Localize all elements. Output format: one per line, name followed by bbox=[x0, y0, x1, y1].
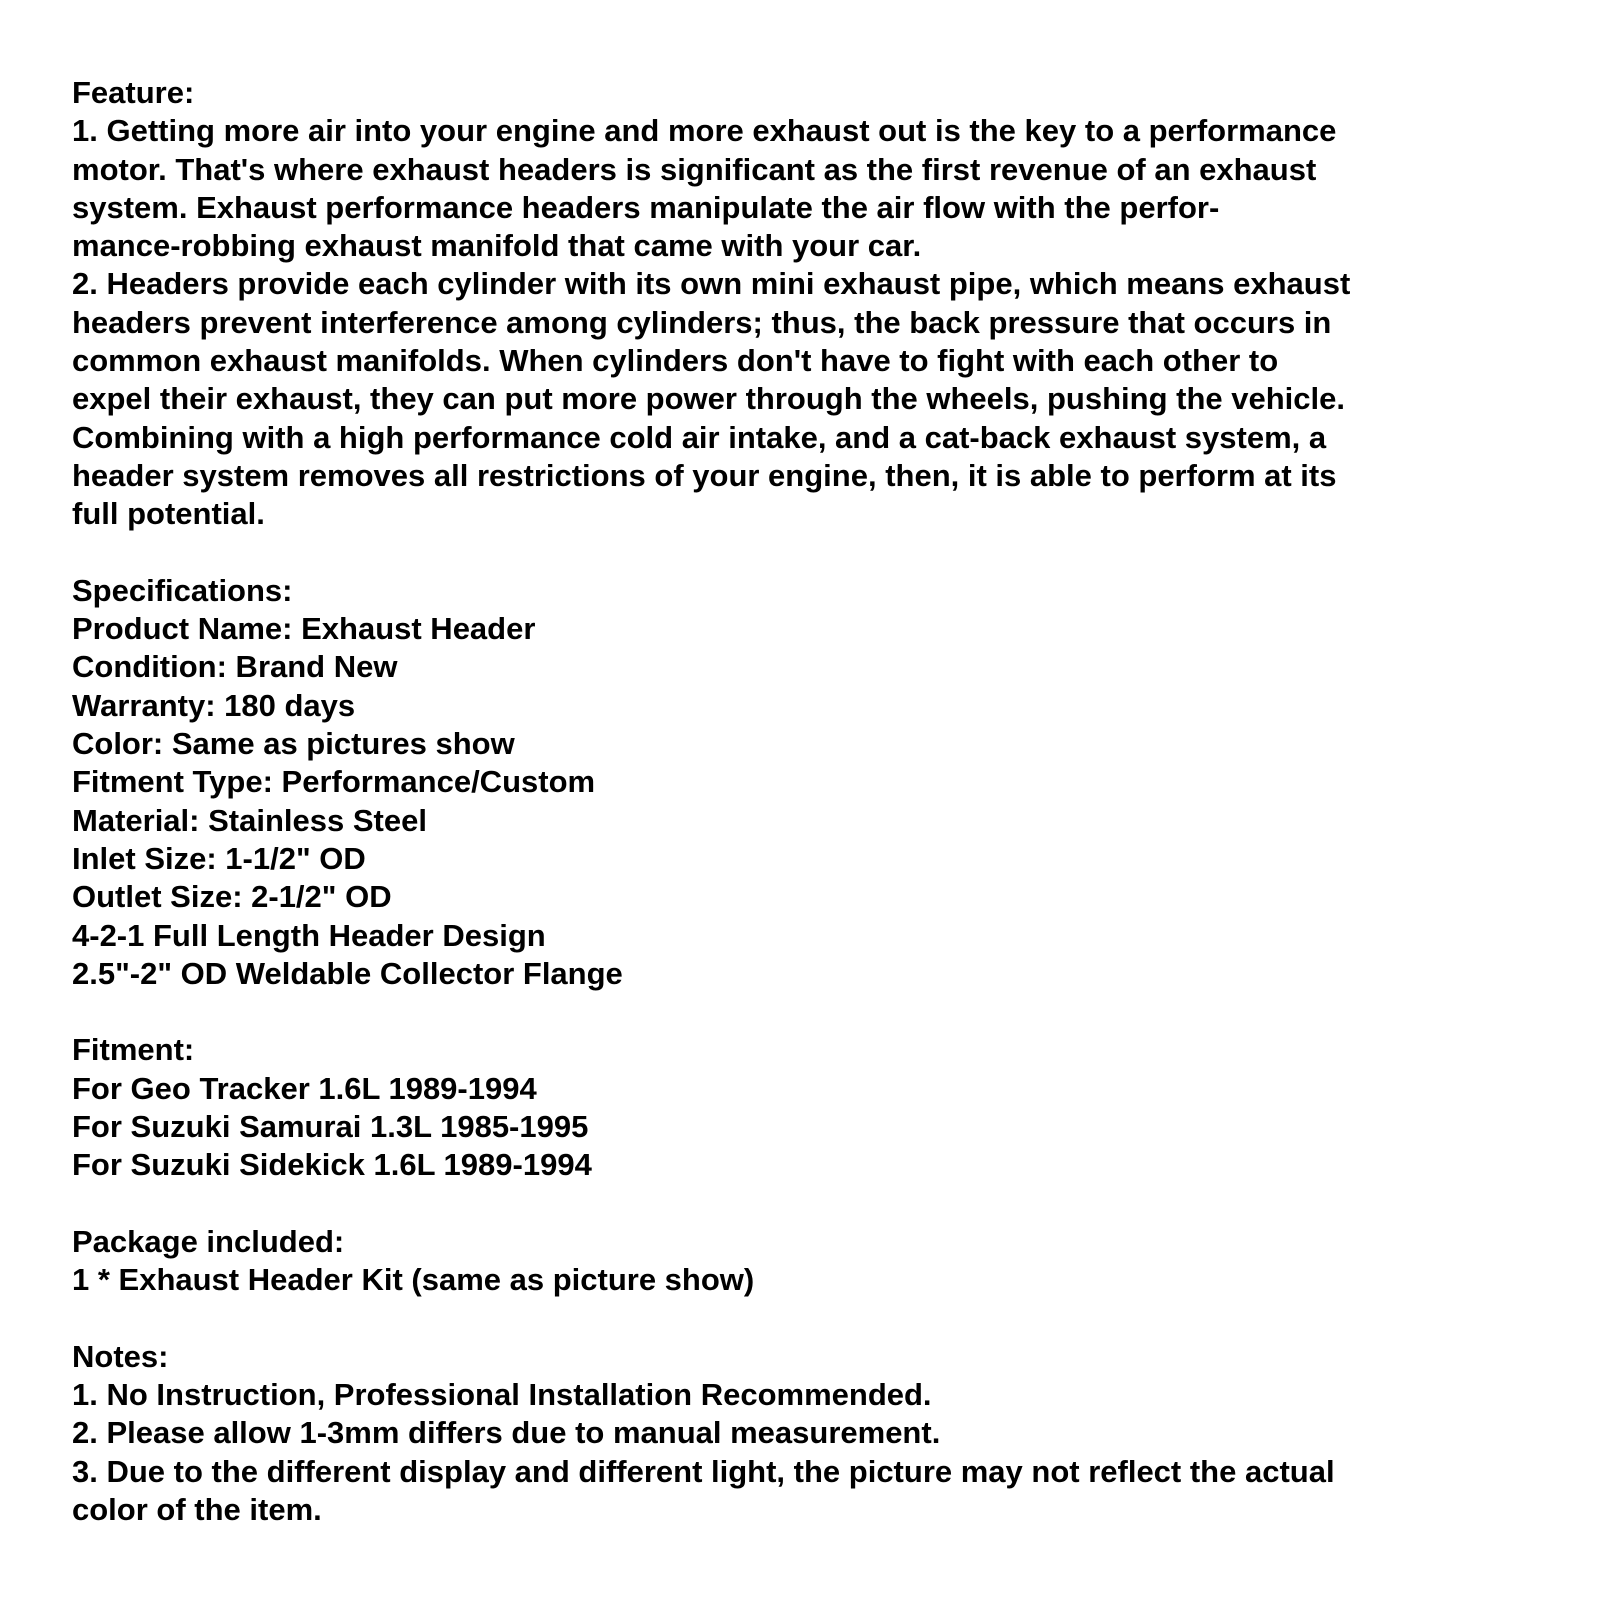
note-line: color of the item. bbox=[72, 1491, 322, 1527]
fitment-line: For Geo Tracker 1.6L 1989-1994 bbox=[72, 1070, 537, 1106]
feature-line: motor. That's where exhaust headers is significant as the first revenue of an exhaust bbox=[72, 151, 1317, 187]
notes-section bbox=[72, 1338, 1532, 1529]
product-description bbox=[72, 74, 1532, 1529]
section-spacer bbox=[72, 993, 1532, 1031]
fitment-line: For Suzuki Sidekick 1.6L 1989-1994 bbox=[72, 1147, 592, 1183]
spec-line: 2.5"-2" OD Weldable Collector Flange bbox=[72, 955, 623, 991]
feature-line: 1. Getting more air into your engine and more exhaust out is the key to a performance bbox=[72, 113, 1337, 149]
note-line: 3. Due to the different display and different light, the picture may not reflect the actual bbox=[72, 1453, 1335, 1489]
spec-line: Material: Stainless Steel bbox=[72, 802, 427, 838]
package-line: 1 * Exhaust Header Kit (same as picture show) bbox=[72, 1262, 755, 1298]
spec-line: Color: Same as pictures show bbox=[72, 726, 515, 762]
section-spacer bbox=[72, 534, 1532, 572]
note-line: 1. No Instruction, Professional Installation Recommended. bbox=[72, 1377, 932, 1413]
notes-heading: Notes: bbox=[72, 1338, 169, 1374]
fitment-section bbox=[72, 1031, 1532, 1184]
feature-line: Combining with a high performance cold air intake, and a cat-back exhaust system, a bbox=[72, 419, 1327, 455]
spec-line: Product Name: Exhaust Header bbox=[72, 611, 536, 647]
specifications-heading: Specifications: bbox=[72, 572, 293, 608]
spec-line: Condition: Brand New bbox=[72, 649, 398, 685]
spec-line: Fitment Type: Performance/Custom bbox=[72, 764, 596, 800]
feature-section bbox=[72, 74, 1532, 534]
fitment-heading: Fitment: bbox=[72, 1032, 195, 1068]
package-heading: Package included: bbox=[72, 1223, 345, 1259]
feature-line: headers prevent interference among cylinders; thus, the back pressure that occurs in bbox=[72, 304, 1332, 340]
feature-line: 2. Headers provide each cylinder with its own mini exhaust pipe, which means exhaust bbox=[72, 266, 1351, 302]
section-spacer bbox=[72, 1300, 1532, 1338]
spec-line: Outlet Size: 2-1/2" OD bbox=[72, 879, 392, 915]
feature-line: full potential. bbox=[72, 496, 265, 532]
spec-line: Inlet Size: 1-1/2" OD bbox=[72, 840, 366, 876]
feature-line: expel their exhaust, they can put more power through the wheels, pushing the vehicle. bbox=[72, 381, 1345, 417]
note-line: 2. Please allow 1-3mm differs due to manual measurement. bbox=[72, 1415, 941, 1451]
feature-line: header system removes all restrictions of your engine, then, it is able to perform at its bbox=[72, 457, 1337, 493]
fitment-line: For Suzuki Samurai 1.3L 1985-1995 bbox=[72, 1109, 589, 1145]
feature-heading: Feature: bbox=[72, 75, 195, 110]
section-spacer bbox=[72, 1185, 1532, 1223]
specifications-section bbox=[72, 572, 1532, 993]
spec-line: 4-2-1 Full Length Header Design bbox=[72, 917, 546, 953]
feature-line: system. Exhaust performance headers manipulate the air flow with the perfor- bbox=[72, 189, 1220, 225]
package-section bbox=[72, 1223, 1532, 1300]
spec-line: Warranty: 180 days bbox=[72, 687, 356, 723]
feature-line: common exhaust manifolds. When cylinders don't have to fight with each other to bbox=[72, 343, 1279, 379]
feature-line: mance-robbing exhaust manifold that came with your car. bbox=[72, 228, 922, 264]
